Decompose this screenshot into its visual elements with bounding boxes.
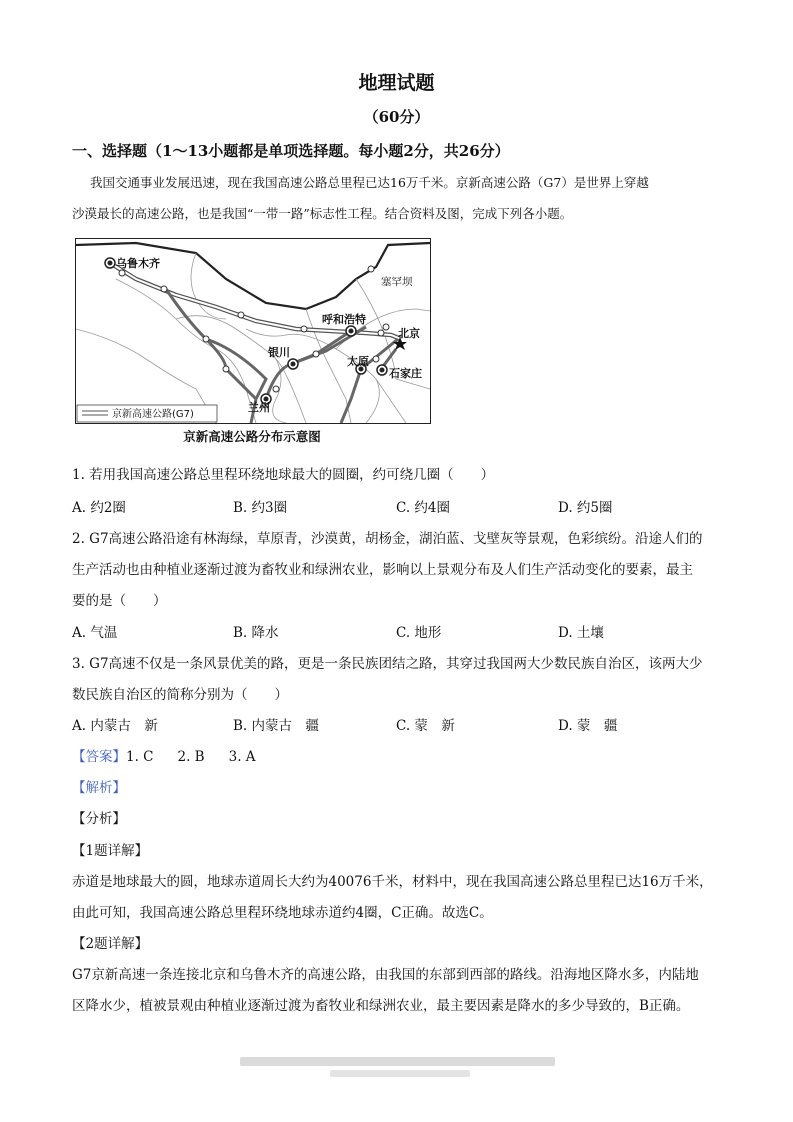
city-hohhot: 呼和浩特	[322, 313, 366, 326]
q2-option-d: D. 土壤	[558, 625, 604, 641]
q2-option-a: A. 气温	[72, 625, 118, 641]
fenxi-label: 【分析】	[72, 811, 126, 827]
intro-line-1: 我国交通事业发展迅速，现在我国高速公路总里程已达16万千米。京新高速公路（G7）是世界上穿越	[90, 175, 649, 190]
section-heading: 一、选择题（1～13小题都是单项选择题。每小题2分，共26分）	[72, 142, 510, 160]
q1-text: 1. 若用我国高速公路总里程环绕地球最大的圆圈，约可绕几圈（ ）	[72, 467, 495, 483]
detail-1-label: 【1题详解】	[72, 843, 149, 859]
q2-line-1: 2. G7高速公路沿途有林海绿，草原青，沙漠黄，胡杨金，湖泊蓝、戈壁灰等景观，色彩缤纷。沿途人们的	[72, 531, 703, 547]
answer-3: 3. A	[228, 749, 256, 765]
footer-watermark-2	[330, 1070, 470, 1077]
analysis-label: 【解析】	[72, 780, 126, 796]
detail-2-label: 【2题详解】	[72, 936, 149, 952]
q1-option-d: D. 约5圈	[558, 500, 613, 516]
detail-2-line-1: G7京新高速一条连接北京和乌鲁木齐的高速公路，由我国的东部到西部的路线。沿海地区降水多，内陆地	[72, 967, 699, 983]
q1-option-c: C. 约4圈	[396, 500, 451, 516]
q2-option-b: B. 降水	[233, 625, 279, 641]
answer-row	[72, 745, 256, 765]
city-yinchuan: 银川	[268, 346, 290, 359]
answer-1: 1. C	[126, 749, 154, 765]
q2-line-3: 要的是（ ）	[72, 593, 167, 609]
q2-option-c: C. 地形	[396, 625, 442, 641]
legend-label: 京新高速公路(G7)	[112, 409, 194, 420]
detail-2-line-2: 区降水少，植被景观由种植业逐渐过渡为畜牧业和绿洲农业，最主要因素是降水的多少导致的，B正确。	[72, 998, 690, 1014]
answer-2: 2. B	[177, 749, 205, 765]
q2-line-2: 生产活动也由种植业逐渐过渡为畜牧业和绿洲农业，影响以上景观分布及人们生产活动变化的要素，最主	[72, 562, 693, 578]
city-shijiazhuang: 石家庄	[389, 367, 422, 380]
q3-option-b: B. 内蒙古 疆	[233, 718, 320, 734]
detail-1-line-1: 赤道是地球最大的圆，地球赤道周长大约为40076千米，材料中，现在我国高速公路总里程已达16万千米，	[72, 874, 713, 890]
q3-option-a: A. 内蒙古 新	[72, 718, 158, 734]
q1-option-a: A. 约2圈	[72, 500, 126, 516]
route-map-svg	[76, 239, 430, 423]
q3-line-1: 3. G7高速不仅是一条风景优美的路，更是一条民族团结之路，其穿过我国两大少数民族自治区，该两大少	[72, 656, 703, 672]
score-label: （60分）	[363, 108, 430, 126]
page-title: 地理试题	[358, 72, 435, 94]
footer-watermark	[240, 1057, 555, 1066]
detail-1-line-2: 由此可知，我国高速公路总里程环绕地球赤道约4圈，C正确。故选C。	[72, 905, 493, 921]
route-map	[75, 238, 431, 424]
answer-label: 【答案】	[72, 749, 126, 765]
q3-option-d: D. 蒙 疆	[558, 718, 618, 734]
city-saihanba: 塞罕坝	[381, 276, 413, 288]
city-beijing: 北京	[398, 327, 420, 340]
city-lanzhou: 兰州	[248, 401, 270, 414]
city-urumqi: 乌鲁木齐	[116, 257, 160, 270]
q3-line-2: 数民族自治区的简称分别为（ ）	[72, 687, 288, 703]
city-taiyuan: 太原	[347, 355, 369, 368]
q3-option-c: C. 蒙 新	[396, 718, 455, 734]
q1-option-b: B. 约3圈	[233, 500, 288, 516]
intro-line-2: 沙漠最长的高速公路，也是我国“一带一路”标志性工程。结合资料及图，完成下列各小题。	[72, 206, 573, 221]
map-caption: 京新高速公路分布示意图	[183, 429, 321, 444]
